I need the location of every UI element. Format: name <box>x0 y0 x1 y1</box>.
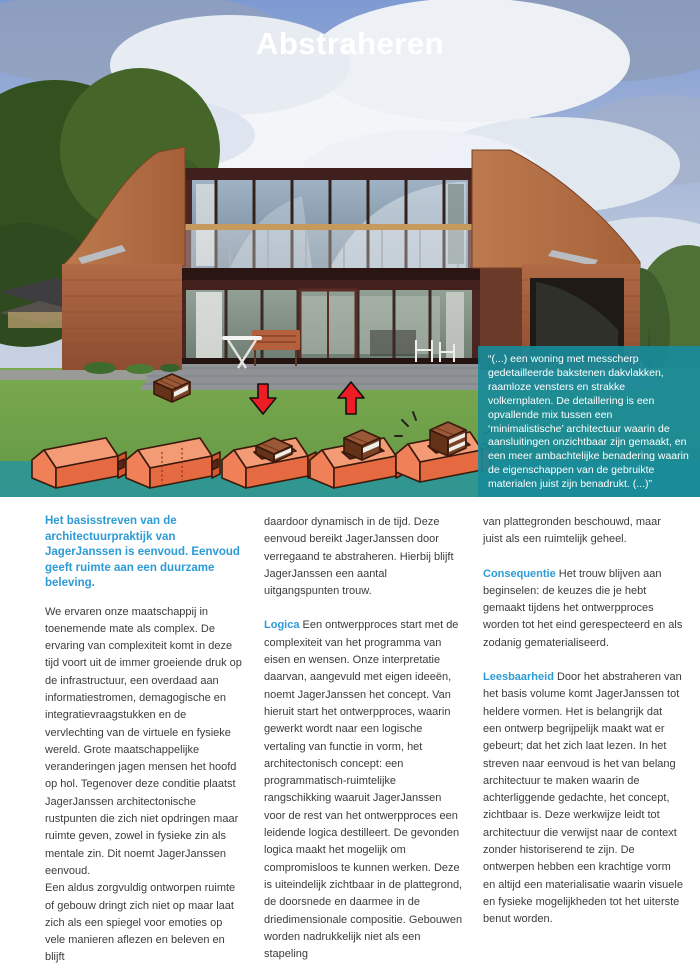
lead-in-logica: Logica <box>264 619 300 632</box>
article-body <box>45 514 683 967</box>
ground-floor-glass <box>178 280 480 364</box>
photo-quote-box <box>478 346 700 518</box>
balcony <box>176 224 482 280</box>
paragraph-consequentie: Consequentie Het trouw blijven aan beginselen: de keuzes die je hebt gemaakt tijdens het ontwerpproces worden tot het eind gerespecteerd en als zodanig gematerialiseerd. <box>483 567 683 649</box>
house-central-volume <box>176 168 482 364</box>
article-column-2 <box>264 514 464 967</box>
diagram-step-3-insert-box-down-icon <box>218 368 318 500</box>
paragraph-leesbaarheid: Leesbaarheid Door het abstraheren van het basis volume komt JagerJanssen tot heldere vormen. Het is belangrijk dat een ontwerp begrijpelijk maakt wat er gebeurt; dat het zich laat lezen. In het streven naar eenvoud is het van belang architectuur te maken waarin de achterliggende gedachte, het concept, zichtbaar is. Deze werkwijze leidt tot architectuur die verwijst naar de context zonder historiserend te zijn. De ontwerpen hebben een krachtige vorm en altijd een materialisatie waarin visuele en fysieke mogelijkheden tot het uiterste benut worden. <box>483 671 683 926</box>
article-column-3 <box>483 514 683 967</box>
red-up-arrow-icon <box>338 382 364 414</box>
diagram-step-5-final-abstracted-volume-icon <box>392 368 492 500</box>
paragraph-logica: Logica Een ontwerpproces start met de complexiteit van het programma van eisen en wensen. Onze interpretatie daarvan, aangevuld met eigen ideeën, noemt JagerJanssen het concept. Van hieruit start het ontwerpproces, waarin gewerkt wordt naar een logische vertaling van functie in vorm, het architectonisch concept: een programmatisch-ruimtelijke rangschikking waaruit JagerJanssen voor de rest van het ontwerpproces een leidende logica destilleert. De gevonden logica maakt het mogelijk om compromisloos te kunnen werken. Deze is uiteindelijk zichtbaar in de plattegrond, de doorsnede en daarmee in de driedimensionale compositie. Gebouwen worden nadrukkelijk niet als een stapeling <box>264 619 463 961</box>
diagram-step-2-marked-volume-floating-box-icon <box>122 368 222 500</box>
diagram-step-1-basic-volume-icon <box>28 368 128 500</box>
article-intro: Het basisstreven van de architectuurpraktijk van JagerJanssen is eenvoud. Eenvoud geeft ruimte aan een duurzame beleving. <box>45 515 240 589</box>
paragraph: We ervaren onze maatschappij in toenemende mate als complex. De ervaring van complexiteit komt in deze tijd voort uit de immer groeiende druk op de infrastructuur, een overdaad aan informatiestromen, demagogische en integratievraagstukken en de vervlechting van de virtuele en fysieke wereld. Grote maatschappelijke veranderingen jagen mensen het hoofd op hol. Tegenover deze conditie plaatst JagerJanssen architectonische rustpunten die zich niet opdringen maar ruimte geven, zowel in fysieke zin als mentale zin. Dit noemt JagerJanssen eenvoud. <box>45 605 242 877</box>
lead-in-consequentie: Consequentie <box>483 567 556 580</box>
quote-text: “(...) een woning met messcherp gedetailleerde bakstenen dakvlakken, raamloze vensters en strakke volkernplaten. De detaillering is een opvallende mix tussen een ‘minimalistische’ architectuur waarin de aansluitingen onzichtbaar zijn gemaakt, en een meer ambachtelijke benadering waarin de eigenschappen van de gebruikte materialen juist zijn benadrukt. (...)” <box>488 353 689 491</box>
red-down-arrow-icon <box>250 384 276 414</box>
paragraph: Een aldus zorgvuldig ontworpen ruimte of gebouw dringt zich niet op maar laat zich als een spiegel voor emoties op vele manieren aflezen en beleven en blijft <box>45 882 236 964</box>
paragraph: van plattegronden beschouwd, maar juist als een ruimtelijk geheel. <box>483 516 661 546</box>
photo-credit: fotografie: Rob 't Hart <box>488 505 588 518</box>
lead-in-leesbaarheid: Leesbaarheid <box>483 671 554 684</box>
floating-wood-box <box>154 374 190 402</box>
paragraph: daardoor dynamisch in de tijd. Deze eenvoud bereikt JagerJanssen door verregaand te abstraheren. Hierbij blijft JagerJanssen een aantal uitgangspunten trouw. <box>264 516 454 598</box>
diagram-step-4-lift-box-up-icon <box>306 368 406 500</box>
page-title: Abstraheren <box>255 26 445 61</box>
article-column-1 <box>45 514 245 967</box>
